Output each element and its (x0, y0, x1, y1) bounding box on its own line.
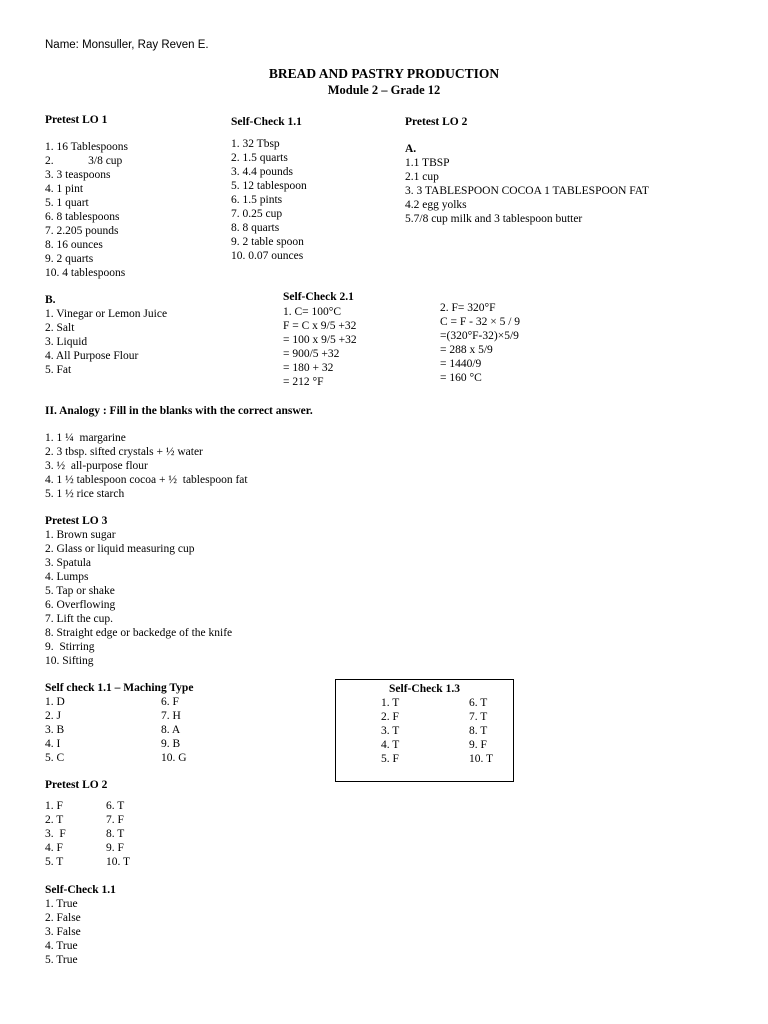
list-item: 9. F (106, 842, 124, 854)
list-item: 5. True (45, 954, 78, 966)
list-item: 10. T (106, 856, 131, 868)
list-item: 5. Fat (45, 364, 72, 376)
list-item: 1. True (45, 898, 78, 910)
list-item: 2. T (45, 814, 64, 826)
list-item: 10. G (161, 752, 187, 764)
list-item: 1. 16 Tablespoons (45, 141, 128, 153)
list-item: 2. F (381, 711, 399, 723)
pretest-lo2-b-col1 (45, 799, 66, 869)
list-item: 7. H (161, 710, 181, 722)
list-item: 3. F (45, 828, 66, 840)
self-check-1-1-b-list (45, 897, 81, 967)
list-item: 6. T (106, 800, 125, 812)
list-item: C = F - 32 × 5 / 9 (440, 316, 521, 328)
list-item: 1. T (381, 697, 400, 709)
section-b-list (45, 307, 167, 377)
list-item: 1. D (45, 696, 65, 708)
list-item: 1. C= 100°C (283, 306, 342, 318)
analogy-list (45, 431, 248, 501)
list-item: 3. False (45, 926, 81, 938)
list-item: 3. ½ all-purpose flour (45, 460, 148, 472)
list-item: 6. T (469, 697, 488, 709)
list-item: 8. 16 ounces (45, 239, 103, 251)
list-item: 2.1 cup (405, 171, 439, 183)
self-check-1-3-col1 (381, 696, 399, 766)
list-item: 9. Stirring (45, 641, 95, 653)
list-item: 9. F (469, 739, 487, 751)
pretest-lo2-subheading: A. (405, 143, 417, 155)
list-item: 6. 1.5 pints (231, 194, 283, 206)
list-item: 4. 1 pint (45, 183, 84, 195)
list-item: = 1440/9 (440, 358, 482, 370)
conversion-2-list (440, 301, 520, 385)
list-item: = 212 °F (283, 376, 324, 388)
list-item: 3. B (45, 724, 65, 736)
list-item: 5. T (45, 856, 64, 868)
pretest-lo2-b-col2 (106, 799, 130, 869)
list-item: 2. 1.5 quarts (231, 152, 288, 164)
list-item: 3. 3 teaspoons (45, 169, 111, 181)
self-check-2-1-list (283, 305, 357, 389)
list-item: 5.7/8 cup milk and 3 tablespoon butter (405, 213, 583, 225)
pretest-lo3-heading: Pretest LO 3 (45, 515, 108, 527)
list-item: 8. A (161, 724, 181, 736)
self-check-1-1-b-heading: Self-Check 1.1 (45, 884, 116, 896)
pretest-lo3-list (45, 528, 232, 668)
list-item: 7. F (106, 814, 124, 826)
list-item: 3. Liquid (45, 336, 88, 348)
list-item: 2. 3 tbsp. sifted crystals + ½ water (45, 446, 203, 458)
list-item: = 900/5 +32 (283, 348, 340, 360)
list-item: 1. Vinegar or Lemon Juice (45, 308, 168, 320)
list-item: 5. F (381, 753, 399, 765)
document-title: BREAD AND PASTRY PRODUCTION (268, 66, 500, 81)
list-item: 2. Salt (45, 322, 75, 334)
list-item: 2. 3/8 cup (45, 155, 123, 167)
list-item: 7. Lift the cup. (45, 613, 114, 625)
analogy-heading: II. Analogy : Fill in the blanks with the correct answer. (45, 405, 313, 417)
list-item: = 180 + 32 (283, 362, 334, 374)
list-item: 2. F= 320°F (440, 302, 496, 314)
name-line: Name: Monsuller, Ray Reven E. (45, 39, 209, 51)
self-check-1-1-heading: Self-Check 1.1 (231, 116, 302, 128)
list-item: 4. All Purpose Flour (45, 350, 139, 362)
list-item: 2. J (45, 710, 61, 722)
list-item: 9. 2 quarts (45, 253, 94, 265)
self-check-1-3-heading: Self-Check 1.3 (389, 683, 460, 695)
pretest-lo2-list (405, 156, 649, 226)
list-item: 4. Lumps (45, 571, 89, 583)
list-item: 4.2 egg yolks (405, 199, 467, 211)
list-item: 5. 1 ½ rice starch (45, 488, 125, 500)
list-item: 1. Brown sugar (45, 529, 116, 541)
list-item: 1. 1 ¼ margarine (45, 432, 126, 444)
list-item: 8. Straight edge or backedge of the knife (45, 627, 233, 639)
list-item: 4. F (45, 842, 63, 854)
list-item: 5. Tap or shake (45, 585, 115, 597)
pretest-lo1-list (45, 140, 128, 280)
self-check-1-3-col2 (469, 696, 493, 766)
list-item: 3. T (381, 725, 400, 737)
list-item: 3. Spatula (45, 557, 91, 569)
list-item: 3. 3 TABLESPOON COCOA 1 TABLESPOON FAT (405, 185, 649, 197)
self-check-2-1-heading: Self-Check 2.1 (283, 291, 354, 303)
self-check-1-1-list (231, 137, 307, 263)
section-b-heading: B. (45, 294, 56, 306)
pretest-lo2-heading: Pretest LO 2 (405, 116, 468, 128)
matching-heading: Self check 1.1 – Maching Type (45, 682, 194, 694)
list-item: 9. 2 table spoon (231, 236, 304, 248)
pretest-lo1-heading: Pretest LO 1 (45, 114, 108, 126)
list-item: = 288 x 5/9 (440, 344, 493, 356)
list-item: 10. 4 tablespoons (45, 267, 126, 279)
list-item: 10. 0.07 ounces (231, 250, 304, 262)
list-item: 2. False (45, 912, 81, 924)
list-item: 7. T (469, 711, 488, 723)
list-item: 3. 4.4 pounds (231, 166, 293, 178)
matching-col2 (161, 695, 187, 765)
list-item: 5. 1 quart (45, 197, 89, 209)
list-item: F = C x 9/5 +32 (283, 320, 357, 332)
list-item: =(320°F-32)×5/9 (440, 330, 519, 342)
list-item: = 160 °C (440, 372, 482, 384)
list-item: 4. 1 ½ tablespoon cocoa + ½ tablespoon fat (45, 474, 248, 486)
list-item: 9. B (161, 738, 181, 750)
pretest-lo2-b-heading: Pretest LO 2 (45, 779, 108, 791)
list-item: 5. 12 tablespoon (231, 180, 307, 192)
list-item: 7. 2.205 pounds (45, 225, 119, 237)
list-item: 8. 8 quarts (231, 222, 280, 234)
list-item: 2. Glass or liquid measuring cup (45, 543, 195, 555)
list-item: 5. C (45, 752, 65, 764)
list-item: 1.1 TBSP (405, 157, 450, 169)
list-item: 10. Sifting (45, 655, 94, 667)
list-item: 6. Overflowing (45, 599, 116, 611)
list-item: 4. I (45, 738, 61, 750)
document-subtitle: Module 2 – Grade 12 (327, 83, 441, 97)
list-item: 4. T (381, 739, 400, 751)
list-item: 7. 0.25 cup (231, 208, 283, 220)
list-item: 10. T (469, 753, 494, 765)
list-item: 8. T (106, 828, 125, 840)
list-item: 1. F (45, 800, 63, 812)
list-item: 1. 32 Tbsp (231, 138, 280, 150)
list-item: 4. True (45, 940, 78, 952)
list-item: 6. F (161, 696, 179, 708)
list-item: 8. T (469, 725, 488, 737)
list-item: 6. 8 tablespoons (45, 211, 120, 223)
matching-col1 (45, 695, 65, 765)
list-item: = 100 x 9/5 +32 (283, 334, 357, 346)
